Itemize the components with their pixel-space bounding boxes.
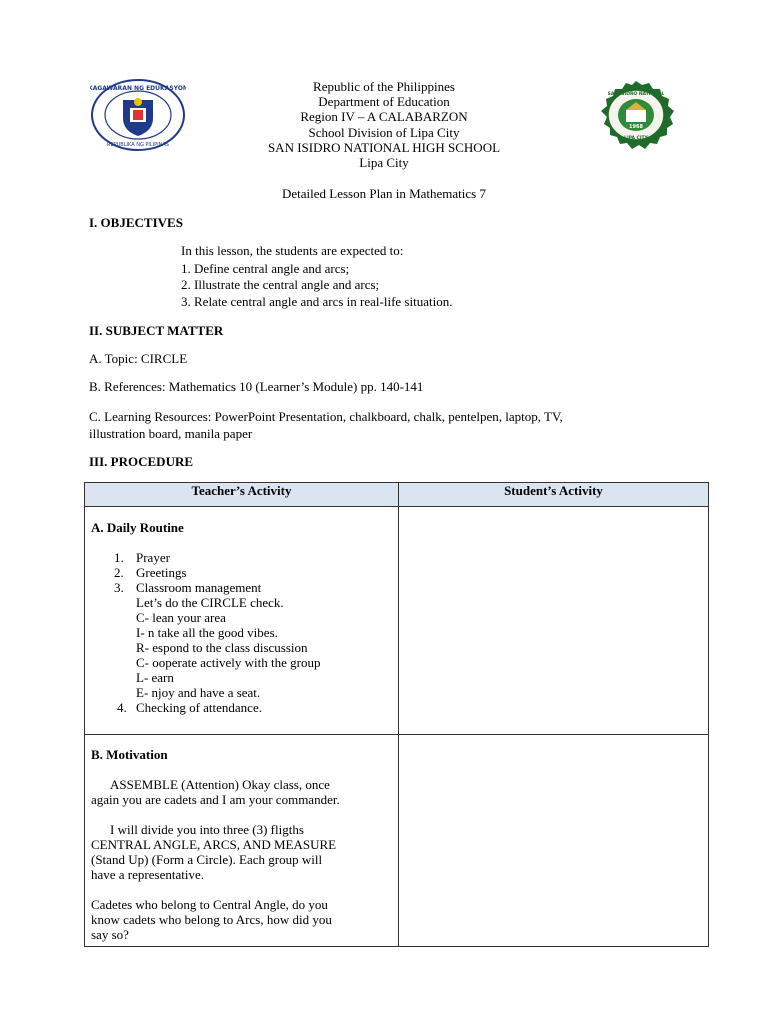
- routine-item-number: 2.: [114, 565, 124, 580]
- routine-item-attendance: Checking of attendance.: [136, 700, 262, 715]
- svg-text:REPUBLIKA NG PILIPINAS: REPUBLIKA NG PILIPINAS: [107, 142, 169, 148]
- svg-text:SAN ISIDRO NATIONAL: SAN ISIDRO NATIONAL: [607, 92, 665, 97]
- motivation-student-cell: [399, 735, 709, 947]
- header-city: Lipa City: [359, 155, 409, 171]
- motivation-text-line: know cadets who belong to Arcs, how did you: [91, 912, 332, 927]
- routine-item-number: 4.: [117, 700, 127, 715]
- circle-check-line: C- lean your area: [136, 610, 226, 625]
- motivation-text-line: (Stand Up) (Form a Circle). Each group will: [91, 852, 323, 867]
- svg-text:LIPA CITY: LIPA CITY: [624, 136, 648, 141]
- student-activity-header: Student’s Activity: [399, 483, 709, 507]
- circle-check-line: I- n take all the good vibes.: [136, 625, 278, 640]
- lesson-plan-title: Detailed Lesson Plan in Mathematics 7: [282, 186, 486, 201]
- teacher-activity-header: Teacher’s Activity: [85, 483, 399, 507]
- procedure-heading: III. PROCEDURE: [89, 454, 194, 469]
- objective-item: 1. Define central angle and arcs;: [181, 261, 350, 276]
- circle-check-line: E- njoy and have a seat.: [136, 685, 261, 700]
- daily-routine-row: [85, 507, 709, 735]
- routine-item-number: 3.: [114, 580, 124, 595]
- motivation-row: [85, 735, 709, 947]
- resources-line: C. Learning Resources: PowerPoint Presentation, chalkboard, chalk, pentelpen, laptop, TV,: [89, 409, 563, 424]
- motivation-text-line: Cadetes who belong to Central Angle, do you: [91, 897, 328, 912]
- header-republic: Republic of the Philippines: [313, 79, 455, 94]
- circle-check-line: Let’s do the CIRCLE check.: [136, 595, 284, 610]
- objectives-heading: I. OBJECTIVES: [89, 215, 183, 230]
- svg-text:KAGAWARAN NG EDUKASYON: KAGAWARAN NG EDUKASYON: [90, 85, 186, 92]
- daily-routine-teacher-cell: [85, 507, 399, 735]
- motivation-text-line: say so?: [91, 927, 129, 942]
- header-region: Region IV – A CALABARZON: [300, 109, 468, 125]
- subject-matter-heading: II. SUBJECT MATTER: [89, 323, 224, 338]
- objective-item: 3. Relate central angle and arcs in real-life situation.: [181, 294, 453, 309]
- procedure-table-header-row: [85, 483, 709, 507]
- daily-routine-student-cell: [399, 507, 709, 735]
- document-header: [0, 79, 768, 170]
- motivation-text-line: have a representative.: [91, 867, 204, 882]
- motivation-title: B. Motivation: [91, 747, 168, 762]
- header-department: Department of Education: [318, 94, 450, 110]
- routine-item-greetings: Greetings: [136, 565, 187, 580]
- circle-check-line: L- earn: [136, 670, 174, 685]
- routine-item-prayer: Prayer: [136, 550, 170, 565]
- header-division: School Division of Lipa City: [308, 124, 460, 140]
- resources-line-continued: illustration board, manila paper: [89, 426, 253, 441]
- procedure-table: [84, 482, 709, 947]
- motivation-text-line: CENTRAL ANGLE, ARCS, AND MEASURE: [91, 837, 337, 852]
- motivation-text-line: again you are cadets and I am your commander.: [91, 792, 340, 807]
- objective-item: 2. Illustrate the central angle and arcs;: [181, 277, 380, 292]
- routine-item-number: 1.: [114, 550, 124, 565]
- motivation-teacher-cell: [85, 735, 399, 947]
- objectives-intro: In this lesson, the students are expected to:: [181, 243, 404, 258]
- circle-check-line: R- espond to the class discussion: [136, 640, 308, 655]
- header-school: SAN ISIDRO NATIONAL HIGH SCHOOL: [267, 139, 501, 155]
- daily-routine-title: A. Daily Routine: [91, 520, 184, 535]
- motivation-text-line: ASSEMBLE (Attention) Okay class, once: [110, 777, 330, 792]
- references-line: B. References: Mathematics 10 (Learner’s Module) pp. 140-141: [89, 379, 424, 394]
- svg-text:1968: 1968: [629, 124, 643, 130]
- circle-check-line: C- ooperate actively with the group: [136, 655, 321, 670]
- routine-item-classroom: Classroom management: [136, 580, 262, 595]
- motivation-text-line: I will divide you into three (3) fligths: [110, 822, 304, 837]
- topic-line: A. Topic: CIRCLE: [89, 351, 188, 366]
